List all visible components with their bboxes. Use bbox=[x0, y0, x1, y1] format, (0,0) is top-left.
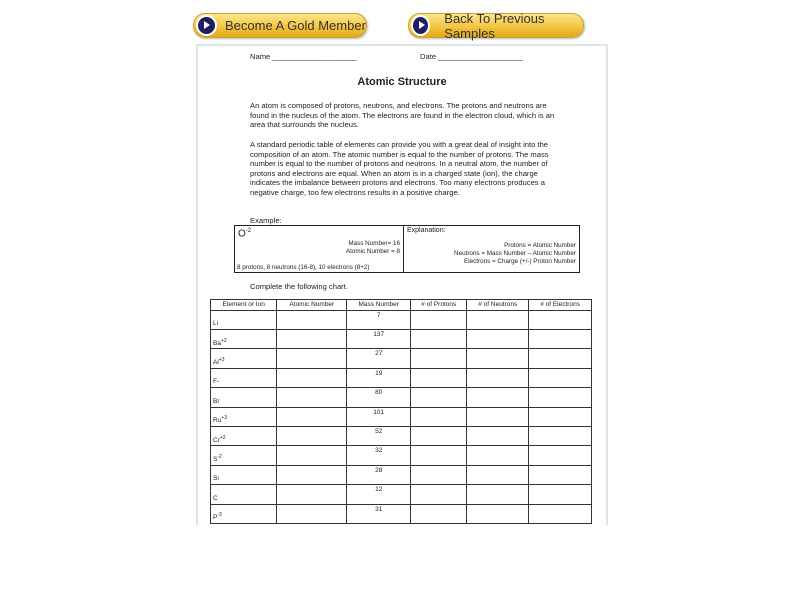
blank-answer-cell[interactable] bbox=[411, 485, 467, 504]
become-gold-member-button[interactable] bbox=[193, 13, 367, 38]
table-row bbox=[211, 368, 592, 387]
blank-answer-cell[interactable] bbox=[277, 368, 347, 387]
element-symbol: Ba bbox=[213, 339, 221, 347]
explanation-label: Explanation: bbox=[407, 227, 446, 234]
play-circle-icon bbox=[411, 15, 430, 36]
table-row bbox=[211, 349, 592, 368]
play-circle-icon bbox=[196, 15, 217, 36]
blank-answer-cell[interactable] bbox=[467, 349, 529, 368]
element-symbol: Si bbox=[213, 475, 219, 483]
element-cell bbox=[211, 407, 277, 426]
blank-answer-cell[interactable] bbox=[467, 446, 529, 465]
blank-answer-cell[interactable] bbox=[467, 368, 529, 387]
element-symbol: Ru bbox=[213, 417, 222, 425]
element-charge: +3 bbox=[218, 357, 225, 364]
element-charge: -2 bbox=[217, 453, 222, 460]
element-cell bbox=[211, 388, 277, 407]
blank-answer-cell[interactable] bbox=[411, 465, 467, 484]
mass-number-cell: 7 bbox=[347, 310, 411, 329]
element-cell bbox=[211, 310, 277, 329]
blank-answer-cell[interactable] bbox=[529, 407, 592, 426]
mass-number-cell: 19 bbox=[347, 368, 411, 387]
blank-answer-cell[interactable] bbox=[411, 349, 467, 368]
blank-answer-cell[interactable] bbox=[529, 368, 592, 387]
blank-answer-cell[interactable] bbox=[411, 368, 467, 387]
intro-paragraph: An atom is composed of protons, neutrons, and electrons. The protons and neutrons are found in the nucleus of the atom. The electrons are found in the electron cloud, which is an area that surrounds the nucleus. bbox=[250, 101, 555, 130]
blank-answer-cell[interactable] bbox=[411, 388, 467, 407]
blank-answer-cell[interactable] bbox=[467, 504, 529, 523]
table-row bbox=[211, 310, 592, 329]
example-atomic: Atomic Number = 8 bbox=[345, 248, 400, 255]
blank-answer-cell[interactable] bbox=[467, 310, 529, 329]
blank-answer-cell[interactable] bbox=[529, 504, 592, 523]
blank-answer-cell[interactable] bbox=[529, 329, 592, 348]
column-header: # of Electrons bbox=[529, 300, 592, 311]
element-cell bbox=[211, 368, 277, 387]
table-row bbox=[211, 465, 592, 484]
explanation-line: Neutrons = Mass Number – Atomic Number bbox=[454, 250, 576, 257]
table-row bbox=[211, 388, 592, 407]
element-symbol: F- bbox=[213, 378, 220, 386]
blank-answer-cell[interactable] bbox=[529, 446, 592, 465]
blank-answer-cell[interactable] bbox=[529, 426, 592, 445]
table-row bbox=[211, 446, 592, 465]
element-symbol: Cr bbox=[213, 436, 220, 444]
table-row bbox=[211, 504, 592, 523]
blank-answer-cell[interactable] bbox=[277, 349, 347, 368]
example-charge: -2 bbox=[245, 228, 252, 234]
page-title: Atomic Structure bbox=[357, 76, 447, 88]
blank-answer-cell[interactable] bbox=[277, 426, 347, 445]
element-symbol: P bbox=[213, 514, 218, 522]
blank-answer-cell[interactable] bbox=[277, 485, 347, 504]
blank-answer-cell[interactable] bbox=[529, 388, 592, 407]
mass-number-cell: 101 bbox=[347, 407, 411, 426]
blank-answer-cell[interactable] bbox=[529, 349, 592, 368]
example-mass: Mass Number= 16 bbox=[348, 240, 400, 247]
blank-answer-cell[interactable] bbox=[529, 465, 592, 484]
element-cell bbox=[211, 504, 277, 523]
blank-answer-cell[interactable] bbox=[467, 426, 529, 445]
element-cell bbox=[211, 465, 277, 484]
mass-number-cell: 32 bbox=[347, 446, 411, 465]
mass-number-cell: 28 bbox=[347, 465, 411, 484]
element-symbol: C bbox=[213, 494, 218, 502]
button-label: Become A Gold Member bbox=[225, 18, 366, 33]
blank-answer-cell[interactable] bbox=[467, 329, 529, 348]
table-row bbox=[211, 329, 592, 348]
element-cell bbox=[211, 446, 277, 465]
mass-number-cell: 137 bbox=[347, 329, 411, 348]
blank-answer-cell[interactable] bbox=[411, 446, 467, 465]
column-header: # of Neutrons bbox=[467, 300, 529, 311]
blank-answer-cell[interactable] bbox=[411, 504, 467, 523]
blank-answer-cell[interactable] bbox=[277, 465, 347, 484]
table-row bbox=[211, 485, 592, 504]
blank-answer-cell[interactable] bbox=[411, 407, 467, 426]
blank-answer-cell[interactable] bbox=[277, 446, 347, 465]
explanation-line: Electrons = Charge (+/-) Proton Number bbox=[464, 258, 576, 265]
element-cell bbox=[211, 349, 277, 368]
column-header: Mass Number bbox=[347, 300, 411, 311]
mass-number-cell: 80 bbox=[347, 388, 411, 407]
blank-answer-cell[interactable] bbox=[277, 310, 347, 329]
blank-answer-cell[interactable] bbox=[277, 388, 347, 407]
column-header: Atomic Number bbox=[277, 300, 347, 311]
blank-answer-cell[interactable] bbox=[467, 407, 529, 426]
name-field: Name ____________________ bbox=[250, 52, 357, 61]
example-label: Example: bbox=[250, 216, 282, 225]
blank-answer-cell[interactable] bbox=[529, 310, 592, 329]
instruction: Complete the following chart. bbox=[250, 282, 348, 291]
blank-answer-cell[interactable] bbox=[411, 310, 467, 329]
blank-answer-cell[interactable] bbox=[467, 388, 529, 407]
blank-answer-cell[interactable] bbox=[277, 504, 347, 523]
element-symbol: Br bbox=[213, 397, 220, 405]
date-field: Date ____________________ bbox=[420, 52, 523, 61]
element-cell bbox=[211, 485, 277, 504]
element-symbol: Al bbox=[213, 359, 219, 367]
example-box bbox=[234, 225, 580, 273]
element-symbol: Li bbox=[213, 320, 219, 328]
element-charge: -3 bbox=[217, 512, 222, 519]
column-header: # of Protons bbox=[411, 300, 467, 311]
blank-answer-cell[interactable] bbox=[529, 485, 592, 504]
element-cell bbox=[211, 426, 277, 445]
element-symbol: S bbox=[213, 456, 218, 464]
explanation-line: Protons = Atomic Number bbox=[504, 242, 576, 249]
element-charge: +2 bbox=[220, 337, 227, 344]
example-symbol: O bbox=[238, 228, 246, 240]
example-summary: 8 protons, 8 neutrons (16-8), 10 electrons (8+2) bbox=[237, 264, 370, 271]
blank-answer-cell[interactable] bbox=[467, 465, 529, 484]
mass-number-cell: 12 bbox=[347, 485, 411, 504]
column-header: Element or Ion bbox=[211, 300, 277, 311]
button-label: Back To Previous Samples bbox=[444, 10, 545, 41]
element-cell bbox=[211, 329, 277, 348]
element-charge: +2 bbox=[219, 434, 226, 441]
mass-number-cell: 52 bbox=[347, 426, 411, 445]
table-row bbox=[211, 407, 592, 426]
blank-answer-cell[interactable] bbox=[277, 329, 347, 348]
back-to-samples-button[interactable] bbox=[408, 10, 584, 41]
blank-answer-cell[interactable] bbox=[411, 329, 467, 348]
worksheet-preview[interactable] bbox=[196, 44, 608, 525]
ion-chart-table bbox=[210, 299, 592, 524]
mass-number-cell: 31 bbox=[347, 504, 411, 523]
table-row bbox=[211, 426, 592, 445]
mass-number-cell: 27 bbox=[347, 349, 411, 368]
blank-answer-cell[interactable] bbox=[277, 407, 347, 426]
periodic-paragraph: A standard periodic table of elements can provide you with a great deal of insight into the composition of an atom. The atomic number is equal to the number of protons. The mass number is equal to the number of protons and neutrons. In a neutral atom, the number of protons and electrons are equal. When an atom is in a charged state (ion), the charge indicates the imbalance between protons and electrons. Too many electrons produces a negative charge, too few electrons results in a positive charge. bbox=[250, 140, 549, 197]
blank-answer-cell[interactable] bbox=[467, 485, 529, 504]
element-charge: +3 bbox=[221, 415, 228, 422]
blank-answer-cell[interactable] bbox=[411, 426, 467, 445]
